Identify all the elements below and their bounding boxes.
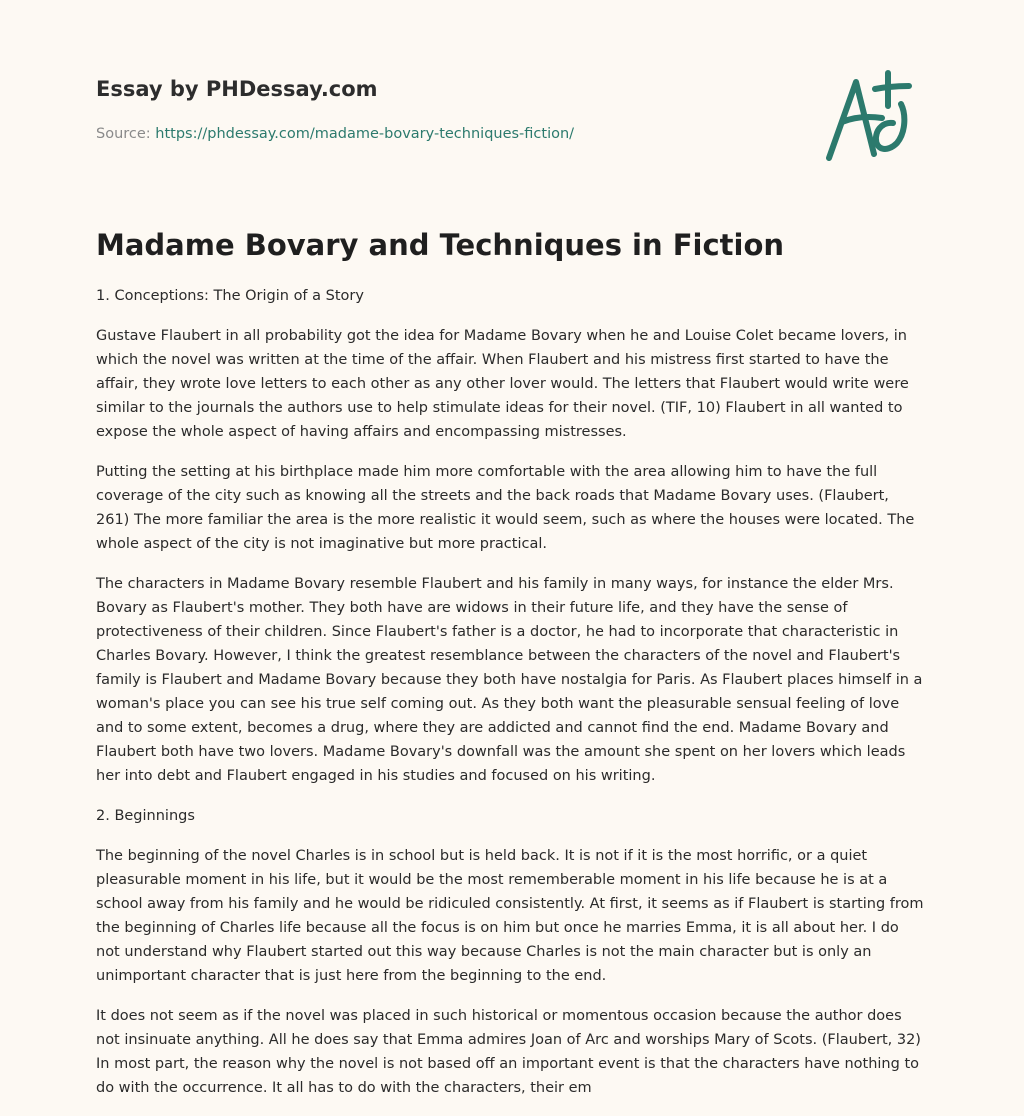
paragraph: The characters in Madame Bovary resemble Flaubert and his family in many ways, for instance the elder Mrs. Bovary as Flaubert's mother. They both have are widows in their future life, and they have the sense of protectiveness of their children. Since Flaubert's father is a doctor, he had to incorporate that characteristic in Charles Bovary. However, I think the greatest resemblance between the characters of the novel and Flaubert's family is Flaubert and Madame Bovary because they both have nostalgia for Paris. As Flaubert places himself in a woman's place you can see his true self coming out. As they both want the pleasurable sensual feeling of love and to some extent, becomes a drug, where they are addicted and cannot find the end. Madame Bovary and Flaubert both have two lovers. Madame Bovary's downfall was the amount she spent on her lovers which leads her into debt and Flaubert engaged in his studies and focused on his writing. [96,576,923,784]
section-heading: 2. Beginnings [96,808,195,824]
site-brand: Essay by PHDessay.com [96,77,378,101]
source-line [96,124,716,144]
article-title: Madame Bovary and Techniques in Fiction [96,228,785,262]
paragraph: The beginning of the novel Charles is in school but is held back. It is not if it is the most horrific, or a quiet pleasurable moment in his life, but it would be the most rememberable moment in his life because he is at a school away from his family and he would be ridiculed consistently. At first, it seems as if Flaubert is starting from the beginning of Charles life because all the focus is on him but once he marries Emma, it is all about her. I do not understand why Flaubert started out this way because Charles is not the main character but is only an unimportant character that is just here from the beginning to the end. [96,848,924,984]
paragraph: Gustave Flaubert in all probability got the idea for Madame Bovary when he and Louise Colet became lovers, in which the novel was written at the time of the affair. When Flaubert and his mistress first started to have the affair, they wrote love letters to each other as any other lover would. The letters that Flaubert would write were similar to the journals the authors use to help stimulate ideas for their novel. (TIF, 10) Flaubert in all wanted to expose the whole aspect of having affairs and encompassing mistresses. [96,328,909,440]
article [96,224,926,1116]
article-body [96,284,926,1100]
section-heading: 1. Conceptions: The Origin of a Story [96,288,364,304]
source-label: Source: [96,126,156,142]
a-plus-logo-icon [820,66,930,166]
site-header [96,74,716,144]
paragraph: It does not seem as if the novel was placed in such historical or momentous occasion because the author does not insinuate anything. All he does say that Emma admires Joan of Arc and worships Mary of Scots. (Flaubert, 32) In most part, the reason why the novel is not based off an important event is that the characters have nothing to do with the occurrence. It all has to do with the characters, their em [96,1008,921,1096]
a-plus-logo [820,66,930,166]
paragraph: Putting the setting at his birthplace made him more comfortable with the area allowing him to have the full coverage of the city such as knowing all the streets and the back roads that Madame Bovary uses. (Flaubert, 261) The more familiar the area is the more realistic it would seem, such as where the houses were located. The whole aspect of the city is not imaginative but more practical. [96,464,915,552]
source-link[interactable]: https://phdessay.com/madame-bovary-techniques-fiction/ [155,126,575,142]
